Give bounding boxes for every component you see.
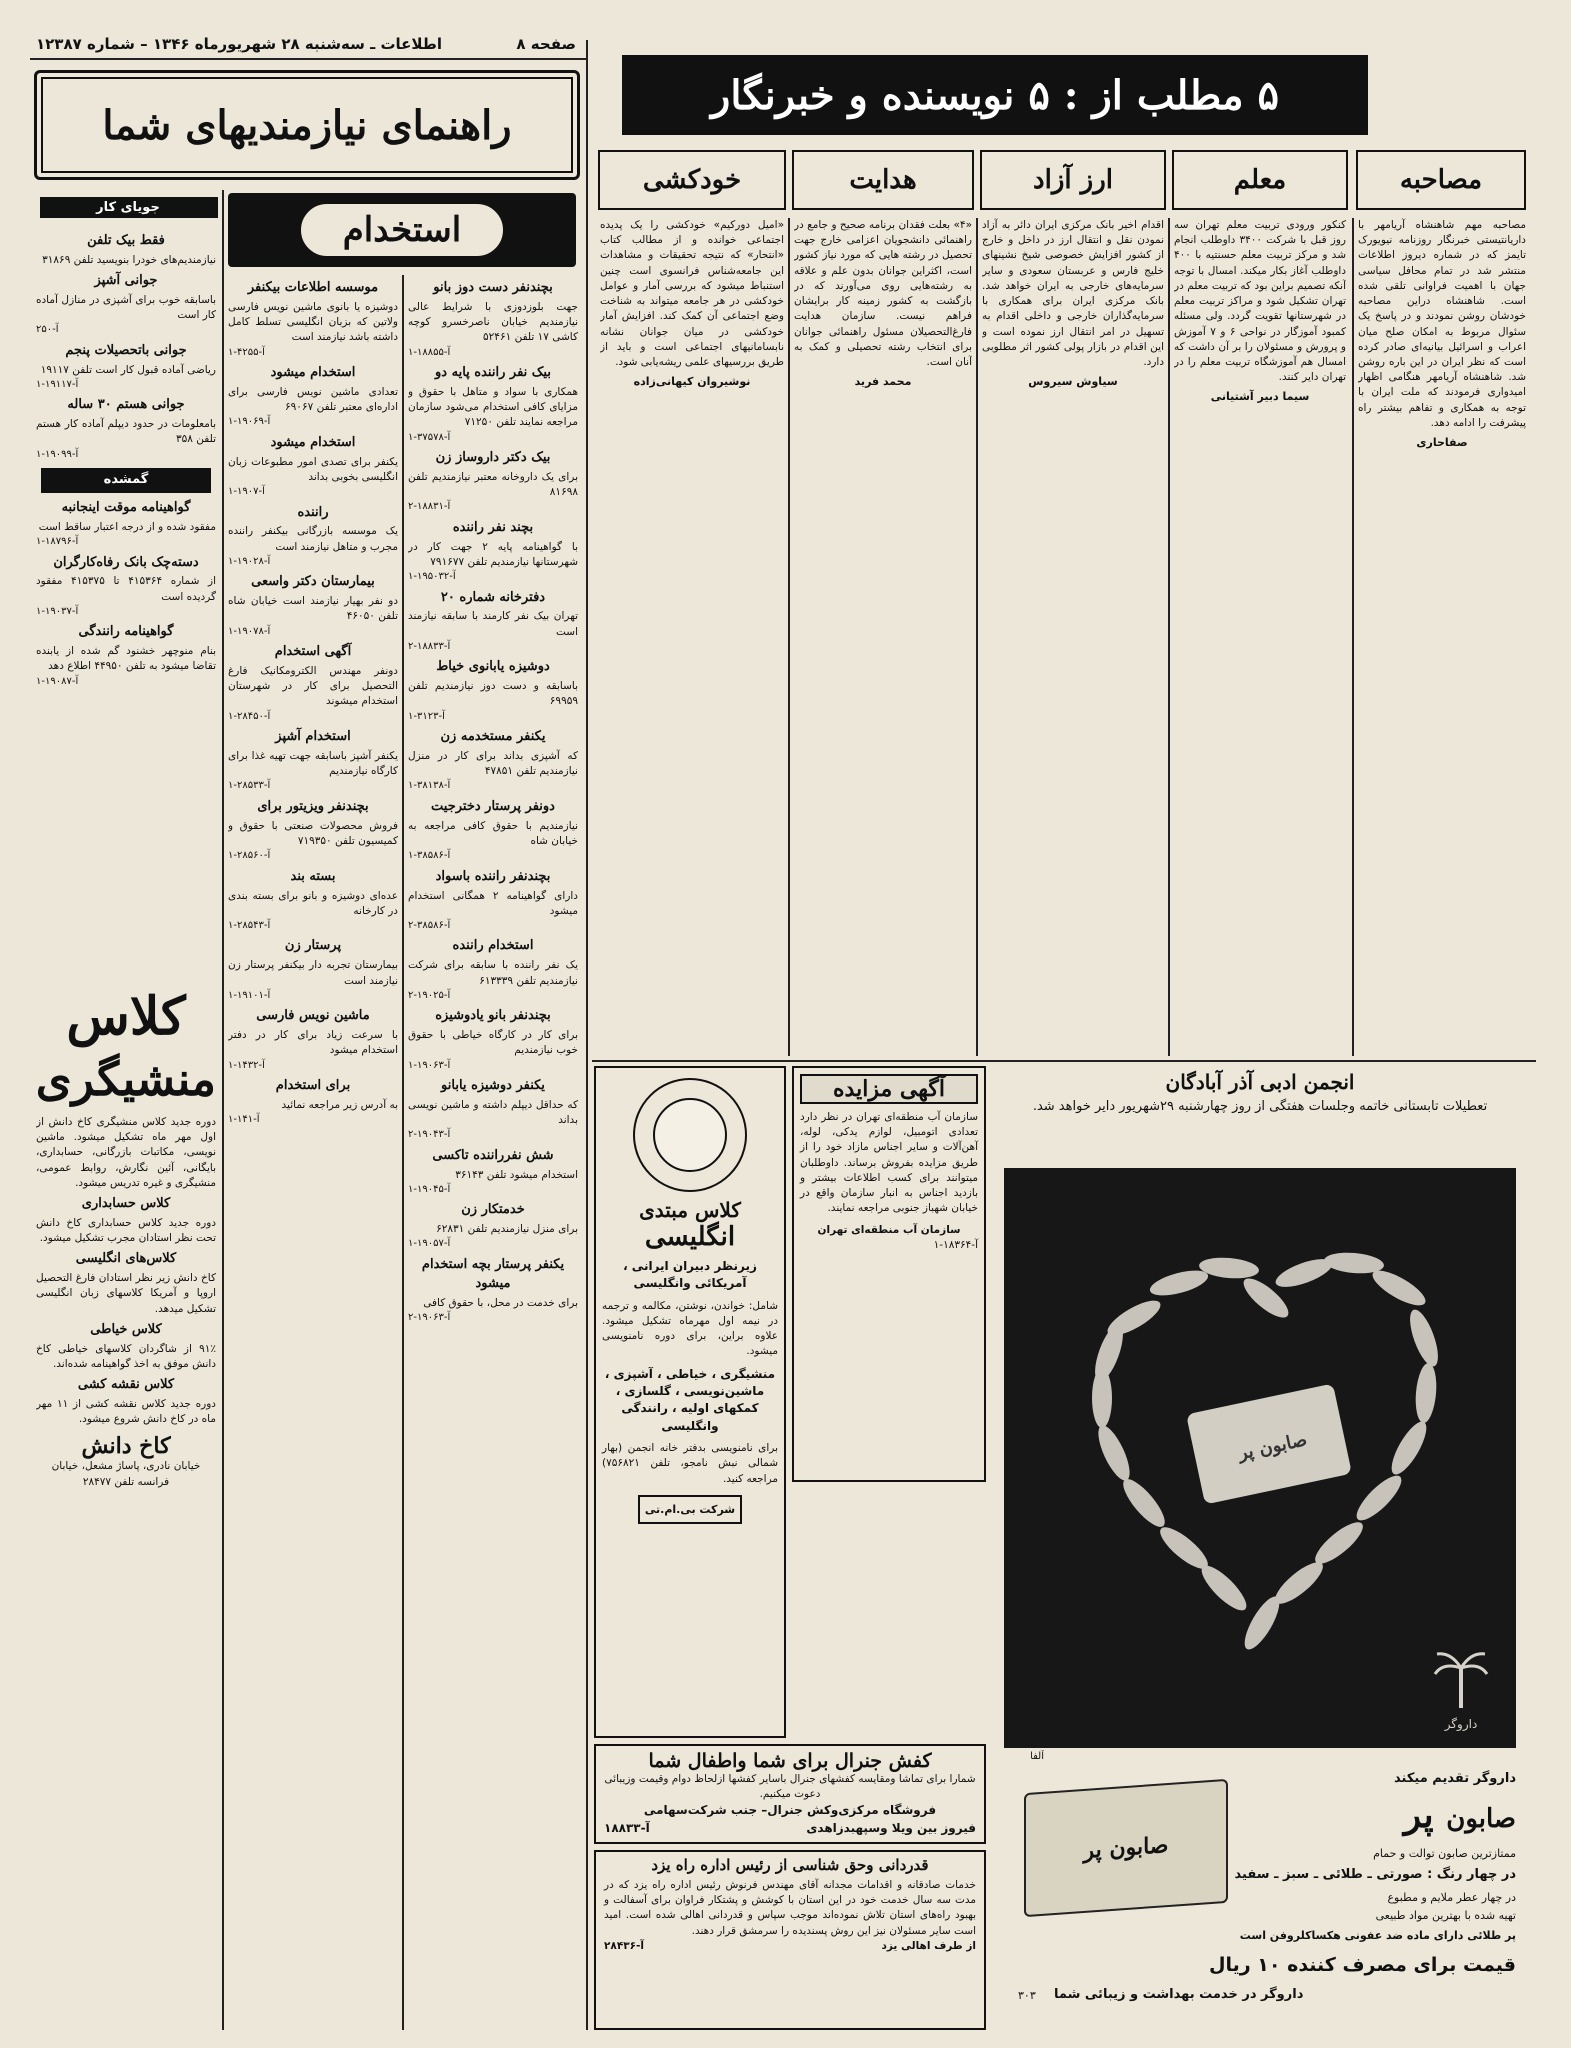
- thanks-text: خدمات صادقانه و اقدامات مجدانه آقای مهندس فرنوش رئیس اداره راه یزد که در مدت سه سال خدمت خود در این استان با کوشش و پشتکار فراوان برای آسفالت و بهبود راه‌های استان تلاش نموده‌اند موجب سپاس و قدردانی اهالی شده است. امید است سایر مسئولان نیز این روش پسندیده را سرمشق قرار دهند.: [604, 1879, 976, 1937]
- classified-col-1: [408, 275, 578, 2030]
- english-class-address: برای نامنویسی بدفتر خانه انجمن (بهار شمالی نبش نامجو، تلفن ۷۵۶۸۲۱) مراجعه کنید.: [602, 1442, 778, 1485]
- classified-item: بسته بند عده‌ای دوشیزه و بانو برای بسته بندی در کارخانه آ-۲۸۵۴۳-۱: [228, 868, 398, 931]
- classified-item: جوانی آشپز باسابقه خوب برای آشپزی در منازل آماده کار است آ-۲۵۰: [36, 273, 216, 336]
- guidance-byline: محمد فرید: [854, 375, 912, 389]
- currency-byline: سیاوش سیروس: [1028, 375, 1118, 389]
- interview-byline: صفاحاری: [1416, 436, 1468, 450]
- lost-title: گمشده: [41, 468, 211, 493]
- classified-item: پرستار زن بیمارستان تجربه دار بیکنفر پرستار زن نیازمند است آ-۱۹۱۰۱-۱: [228, 938, 398, 1001]
- palm-logo-icon: [1435, 1654, 1487, 1732]
- shoe-ad-store: فروشگاه مرکزی‌وکش جنرال– جنب شرکت‌سهامی: [643, 1803, 937, 1818]
- classified-item: بچندنفر بانو یادوشیزه برای کار در کارگاه خیاطی با حقوق خوب نیازمندیم آ-۱۹۰۶۳-۱: [408, 1008, 578, 1071]
- svg-text:صابون پر: صابون پر: [1236, 1429, 1309, 1465]
- classified-col-2: [228, 275, 398, 2030]
- auction-title: آگهی مزایده: [800, 1074, 978, 1104]
- soap-line-2: تهیه شده با بهترین مواد طبیعی: [1375, 1909, 1516, 1922]
- section-title-suicide: خودکشی: [598, 150, 786, 210]
- thanks-code: آ-۲۸۴۳۶: [604, 1939, 645, 1952]
- bmt-badge: شرکت بی.ام.تی: [638, 1495, 742, 1524]
- soap-price: قیمت برای مصرف کننده ۱۰ ریال: [1208, 1954, 1516, 1976]
- classified-item: دفترخانه شماره ۲۰ تهران بیک نفر کارمند با سابقه نیازمند است آ-۱۸۸۳۳-۲: [408, 589, 578, 652]
- english-class-sub: زیرنظر دبیران ایرانی ، آمریکائی وانگلیسی: [623, 1259, 757, 1291]
- classified-item: بیک دکتر داروساز زن برای یک داروخانه معتبر نیازمندیم تلفن ۸۱۶۹۸ آ-۱۸۸۳۱-۲: [408, 450, 578, 513]
- soap-brand: [1404, 1794, 1516, 1836]
- classified-item: بیک نفر راننده پایه دو همکاری با سواد و متاهل با حقوق و مزایای کافی استخدام می‌شود سازمان مراجعه نمایند تلفن ۷۱۲۵۰ آ-۳۷۵۷۸-۱: [408, 365, 578, 443]
- shoe-ad-address: فیروز بین ویلا وسپهبدزاهدی: [806, 1820, 976, 1835]
- shoe-ad-code: آ-۱۸۸۳۳: [604, 1820, 650, 1835]
- anjoman-notice: [994, 1066, 1526, 1156]
- classified-item: یکنفر دوشیزه یابانو که حداقل دیپلم داشته و ماشین نویسی بداند آ-۱۹۰۴۳-۲: [408, 1078, 578, 1141]
- currency-text: اقدام اخیر بانک مرکزی ایران دائر به آزاد نمودن نقل و انتقال ارز در داخل و خارج از کشور افزایش خصوصی شیخ نشینهای خلیج فارس و عربستان سعودی و سایر سرمایه‌های خارجی به ایران خواهد شد. بانک مرکزی ایران برای همکاری با سرمایه‌گذاران خارجی و داخلی اقدام به تسهیل در امر انتقال ارز نموده است و این اقدام در بازار پولی کشور اثر مطلوبی دارد.: [982, 219, 1164, 368]
- employment-title: استخدام: [342, 210, 462, 250]
- soap-slogan: داروگر در خدمت بهداشت و زیبائی شما: [1054, 1987, 1304, 2002]
- class-item: کلاس‌های انگلیسی کاخ دانش زیر نظر استادان فارغ التحصیل اروپا و آمریکا کلاسهای زبان انگلیسی تشکیل میدهد.: [36, 1251, 216, 1315]
- section-guidance-body: [794, 218, 972, 1056]
- english-class-list: منشیگری ، خیاطی ، آشپزی ، ماشین‌نویسی ، گلسازی ، کمکهای اولیه ، رانندگی وانگلیسی: [604, 1366, 776, 1433]
- classified-item: خدمتکار زن برای منزل نیازمندیم تلفن ۶۲۸۳۱ آ-۱۹۰۵۷-۱: [408, 1202, 578, 1250]
- classified-item: یکنفر مستخدمه زن که آشپزی بداند برای کار در منزل نیازمندیم تلفن ۴۷۸۵۱ آ-۳۸۱۳۸-۱: [408, 729, 578, 792]
- top-banner: ۵ مطلب از : ۵ نویسنده و خبرنگار: [622, 55, 1368, 135]
- auction-code: آ-۱۸۳۶۴-۱: [933, 1238, 978, 1251]
- soap-brand-name: پر: [1403, 1794, 1434, 1836]
- soap-bar-in-photo: [1186, 1383, 1352, 1504]
- thanks-sign: از طرف اهالی یزد: [881, 1939, 976, 1952]
- kakh-danesh-title: کاخ دانش: [81, 1433, 171, 1460]
- soap-presented: داروگر تقدیم میکند: [1394, 1771, 1516, 1786]
- shoe-ad: [594, 1744, 986, 1844]
- soap-colors: در چهار رنگ : صورتی ـ طلائی ـ سبز ـ سفید: [1234, 1867, 1516, 1882]
- soap-brand-prefix: صابون: [1446, 1804, 1516, 1834]
- class-item: کلاس نقشه کشی دوره جدید کلاس نقشه کشی از ۱۱ مهر ماه در کاخ دانش شروع میشود.: [36, 1377, 216, 1426]
- class-ad-block: [36, 985, 216, 2030]
- employment-frame: [301, 204, 504, 256]
- section-title-teacher: معلم: [1172, 150, 1348, 210]
- classified-item: بچندنفر دست دوز بانو جهت بلوزدوزی با شرایط عالی نیازمندیم خیابان ناصرخسرو کوچه کاشی ۱۷ تلفن ۵۲۴۶۱ آ-۱۸۸۵۵-۱: [408, 280, 578, 358]
- english-class-title-2: انگلیسی: [644, 1222, 736, 1252]
- soap-ad-label: آلفا: [1030, 1751, 1044, 1762]
- section-suicide-body: [600, 218, 784, 1056]
- english-class-text: شامل: خواندن، نوشتن، مکالمه و ترجمه در نیمه اول مهرماه تشکیل میشود. علاوه براین، برای دوره نامنویسی میشود.: [602, 1299, 778, 1358]
- classified-item: جوانی باتحصیلات پنجم ریاضی آماده قبول کار است تلفن ۱۹۱۱۷ آ-۱۹۱۱۷-۱: [36, 342, 216, 390]
- classified-item: استخدام میشود یکنفر برای تصدی امور مطبوعات زبان انگلیسی بخوبی بداند آ-۱۹۰۷-۱: [228, 434, 398, 498]
- section-teacher-body: [1174, 218, 1346, 1056]
- section-title-interview: مصاحبه: [1356, 150, 1526, 210]
- classified-item: موسسه اطلاعات بیکنفر دوشیزه یا بانوی ماشین نویس فارسی ولاتین که بزبان انگلیسی تسلط کامل داشته باشد نیازمند است آ-۴۲۵۵-۱: [228, 280, 398, 358]
- anjoman-title: انجمن ادبی آذر آبادگان: [1165, 1070, 1355, 1094]
- classified-item: دسته‌چک بانک رفاه‌کارگران از شماره ۴۱۵۳۶۴ تا ۴۱۵۳۷۵ مفقود گردیده است آ-۱۹۰۳۷-۱: [36, 554, 216, 617]
- soap-box-label: صابون پر: [1083, 1832, 1169, 1864]
- classified-item: شش نفرراننده تاکسی استخدام میشود تلفن ۳۶۱۴۳ آ-۱۹۰۴۵-۱: [408, 1147, 578, 1195]
- page-number: صفحه ۸: [516, 35, 576, 53]
- soap-code: ۳۰۳: [1018, 1989, 1036, 2002]
- classified-item: دوشیزه یابانوی خیاط باسابقه و دست دوز نیازمندیم تلفن ۶۹۹۵۹ آ-۳۱۲۳-۱: [408, 659, 578, 722]
- classifieds-header: [34, 70, 580, 180]
- classifieds-title: راهنمای نیازمندیهای شما: [102, 101, 512, 149]
- classified-item: فقط بیک تلفن نیازمندیم‌های خودرا بنویسید تلفن ۳۱۸۶۹: [42, 233, 216, 266]
- soap-line-3: پر طلائی دارای ماده ضد عفونی هکساکلروفن است: [1239, 1929, 1516, 1942]
- soap-line-1: در چهار عطر ملایم و مطبوع: [1387, 1891, 1516, 1904]
- classified-item: بچند نفر راننده با گواهینامه پایه ۲ جهت کار در شهرستانها نیازمندیم تلفن ۷۹۱۶۷۷ آ-۱۹۵۰۳۲-۱: [408, 519, 578, 583]
- teacher-text: کنکور ورودی تربیت معلم تهران سه روز قبل با شرکت ۳۴۰۰ داوطلب انجام شد و مرکز تربیت معلم حسنتیه با ۴۰۰ داوطلب آغاز بکار میکند. امسال با توجه آنکه تصمیم براین بود که تربیت معلم در تهران تشکیل شود و مراکز تربیت معلم در شهرستانها تقویت گردد. ولی مسئله کمبود آموزگار در نواحی ۶ و ۷ آموزش و پرورش و مسئولان را بر آن داشت که امسال هم آموزشگاه تربیت معلم را در تهران دایر کنند.: [1174, 219, 1346, 384]
- classified-item: یکنفر پرستار بچه استخدام میشود برای خدمت در محل، با حقوق کافی آ-۱۹۰۶۳-۲: [408, 1256, 578, 1323]
- section-title-free-currency: ارز آزاد: [980, 150, 1166, 210]
- masthead-date: اطلاعات ـ سه‌شنبه ۲۸ شهریورماه ۱۳۴۶ – شماره ۱۲۳۸۷: [36, 35, 443, 53]
- thanks-title: قدردانی وحق شناسی از رئیس اداره راه یزد: [651, 1856, 929, 1874]
- class-item: کلاس حسابداری دوره جدید کلاس حسابداری کاخ دانش تحت نظر استادان مجرب تشکیل میشود.: [36, 1196, 216, 1245]
- class-title-1: کلاس: [66, 986, 186, 1047]
- job-seeker-tag: [40, 196, 218, 222]
- english-class-ad: [594, 1066, 786, 1738]
- classified-item: بچندنفر راننده باسواد دارای گواهینامه ۲ همگانی استخدام میشود آ-۳۸۵۸۶-۲: [408, 868, 578, 931]
- suicide-text: «امیل دورکیم» خودکشی را یک پدیده اجتماعی خوانده و از مطالب کتاب «انتحار» که نتیجه تحقیقات و مشاهدات این جامعه‌شناس فرانسوی است چنین استنباط میشود که بررسی آمار و عوامل خودکشی در هر جامعه میتواند به شناخت وضع اجتماعی آن کمک کند. افزایش آمار خودکشی در میان جوانان نشانه نابسامانیهای اجتماعی است و باید از طریق بررسیهای علمی ریشه‌یابی شود.: [600, 219, 784, 368]
- classified-item: گواهینامه رانندگی بنام منوچهر خشنود گم شده از یابنده تقاضا میشود به تلفن ۴۴۹۵۰ اطلاع دهد آ-۱۹۰۸۷-۱: [36, 624, 216, 687]
- classified-item: برای استخدام به آدرس زیر مراجعه نمائید آ-۱۴۱-۱: [228, 1078, 398, 1126]
- soap-subtitle: ممتازترین صابون توالت و حمام: [1373, 1847, 1516, 1860]
- newspaper-name: اطلاعات: [380, 35, 443, 53]
- classified-item: گواهینامه موقت اینجانبه مفقود شده و از درجه اعتبار ساقط است آ-۱۸۷۹۶-۱: [36, 500, 216, 548]
- thanks-ad: [594, 1850, 986, 2030]
- auction-text: سازمان آب منطقه‌ای تهران در نظر دارد تعدادی اتومبیل، لوازم یدکی، لوله، آهن‌آلات و سایر اجناس مازاد خود را از طریق مزایده بفروش برساند. داوطلبان میتوانند برای کسب اطلاعات بیشتر و بازدید اجناس به انبار سازمان واقع در خیابان شهباز جنوبی مراجعه نمایند.: [800, 1111, 978, 1215]
- auction-ad: [792, 1066, 986, 1482]
- soap-ad: [994, 1766, 1526, 2030]
- class-title-2: منشیگری: [36, 1052, 216, 1106]
- issue-date: سه‌شنبه ۲۸ شهریورماه ۱۳۴۶ – شماره ۱۲۳۸۷: [36, 35, 365, 53]
- classified-item: ماشین نویس فارسی با سرعت زیاد برای کار در دفتر استخدام میشود آ-۱۴۳۲-۱: [228, 1008, 398, 1071]
- section-interview-body: [1358, 218, 1526, 1056]
- ornament-inner-icon: [653, 1098, 727, 1172]
- classified-item: استخدام میشود تعدادی ماشین نویس فارسی برای اداره‌ای معتبر تلفن ۶۹۰۶۷ آ-۱۹۰۶۹-۱: [228, 365, 398, 428]
- sun-ornament-icon: [633, 1078, 747, 1192]
- anjoman-text: تعطیلات تابستانی خاتمه وجلسات هفتگی از روز چهارشنبه ۲۹شهریور دایر خواهد شد.: [1032, 1099, 1488, 1114]
- auction-sign: سازمان آب منطقه‌ای تهران: [817, 1223, 961, 1236]
- soap-box-image: [1024, 1779, 1228, 1917]
- classified-item: دونفر پرستار دخترجیت نیازمندیم با حقوق کافی مراجعه به خیابان شاه آ-۳۸۵۸۶-۱: [408, 798, 578, 862]
- classified-item: بچندنفر ویزیتور برای فروش محصولات صنعتی با حقوق و کمیسیون تلفن ۷۱۹۳۵۰ آ-۲۸۵۶۰-۱: [228, 798, 398, 862]
- shoe-ad-title: کفش جنرال برای شما واطفال شما: [648, 1750, 932, 1772]
- employment-header: [228, 193, 576, 267]
- section-title-guidance: هدایت: [792, 150, 974, 210]
- shoe-ad-text: شمارا برای تماشا ومقایسه کفشهای جنرال باسایر کفشها ازلحاظ دوام وقیمت وزیبائی دعوت میکنیم.: [604, 1773, 976, 1801]
- kakh-danesh-address: خیابان نادری، پاساژ مشعل، خیابان فرانسه تلفن ۲۸۴۷۷: [51, 1460, 201, 1488]
- classified-item: استخدام راننده یک نفر راننده با سابقه برای شرکت نیازمندیم تلفن ۶۱۳۳۳۹ آ-۱۹۰۲۵-۲: [408, 938, 578, 1001]
- guidance-text: «۴» بعلت فقدان برنامه صحیح و جامع در راهنمائی دانشجویان اعزامی خارج جهت تحصیل در رشته هایی که مورد نیاز کشور است، اکثراین جوانان بدون علم و علاقه به رشته‌هایی روی می‌آورند که در بازگشت به کشور زمینه کار برایشان فراهم نیست. سازمان هدایت فارغ‌التحصیلان مسئول راهنمائی جوانان برای انتخاب رشته تحصیلی و کمک به آنان است.: [794, 219, 972, 368]
- classified-item: بیمارستان دکتر واسعی دو نفر بهیار نیازمند است خیابان شاه تلفن ۴۶۰۵۰ آ-۱۹۰۷۸-۱: [228, 574, 398, 637]
- interview-text: مصاحبه مهم شاهنشاه آریامهر با داریانتیستی خبرنگار روزنامه نیویورک تایمز که در شماره دیروز اطلاعات منتشر شد در تمام محافل سیاسی جهان با اهمیت فراوانی تلقی شده است. شاهنشاه دراین مصاحبه خودشان روشن نمودند و در پاسخ یک سئوال مربوط به امکان صلح میان اعراب و اسرائیل بیانیه‌ای صادر کرده است که نظر ایران در این باره روشن شد. شاهنشاه آریامهر هنگامی اظهار امیدواری فرمودند که ملت ایران با توجه به همکاری و تفاهم بیشتر راه پیشرفت را ادامه دهد.: [1358, 219, 1526, 429]
- section-currency-body: [982, 218, 1164, 1056]
- class-text: دوره جدید کلاس منشیگری کاخ دانش از اول مهر ماه تشکیل میشود. ماشین نویسی، مکاتبات بازرگانی، حسابداری، بایگانی، آئین نگارش، روابط عمومی، منشیگری و غیره تدریس میشود.: [36, 1116, 216, 1189]
- thanks-footer: [604, 1939, 976, 1954]
- suicide-byline: نوشیروان کیهانی‌زاده: [633, 375, 751, 389]
- class-item: کلاس خیاطی ۹۱٪ از شاگردان کلاسهای خیاطی کاخ دانش موفق به اخذ گواهینامه شده‌اند.: [36, 1321, 216, 1370]
- soap-photo: [1004, 1168, 1516, 1748]
- classified-item: جوانی هستم ۳۰ ساله بامعلومات در حدود دیپلم آماده کار هستم تلفن ۳۵۸ آ-۱۹۰۹۹-۱: [36, 397, 216, 460]
- masthead: [36, 32, 576, 56]
- classified-item: آگهی استخدام دونفر مهندس الکترومکانیک فارغ التحصیل برای کار در شهرستان استخدام میشوند آ-۲۸۴۵۰-۱: [228, 644, 398, 722]
- feather-heart-image: [1004, 1168, 1516, 1748]
- classified-col-3: [36, 228, 216, 978]
- shoe-ad-footer: [604, 1820, 976, 1837]
- classified-item: راننده یک موسسه بازرگانی بیکنفر راننده مجرب و متاهل نیازمند است آ-۱۹۰۲۸-۱: [228, 504, 398, 567]
- english-class-title-1: کلاس مبتدی: [639, 1198, 741, 1222]
- svg-text:داروگر: داروگر: [1444, 1717, 1478, 1731]
- job-seeker-title: جویای کار: [40, 197, 218, 218]
- classified-item: استخدام آشپز یکنفر آشپز باسابقه جهت تهیه غذا برای کارگاه نیازمندیم آ-۲۸۵۳۳-۱: [228, 729, 398, 792]
- teacher-byline: سیما دبیر آشتیانی: [1210, 390, 1310, 404]
